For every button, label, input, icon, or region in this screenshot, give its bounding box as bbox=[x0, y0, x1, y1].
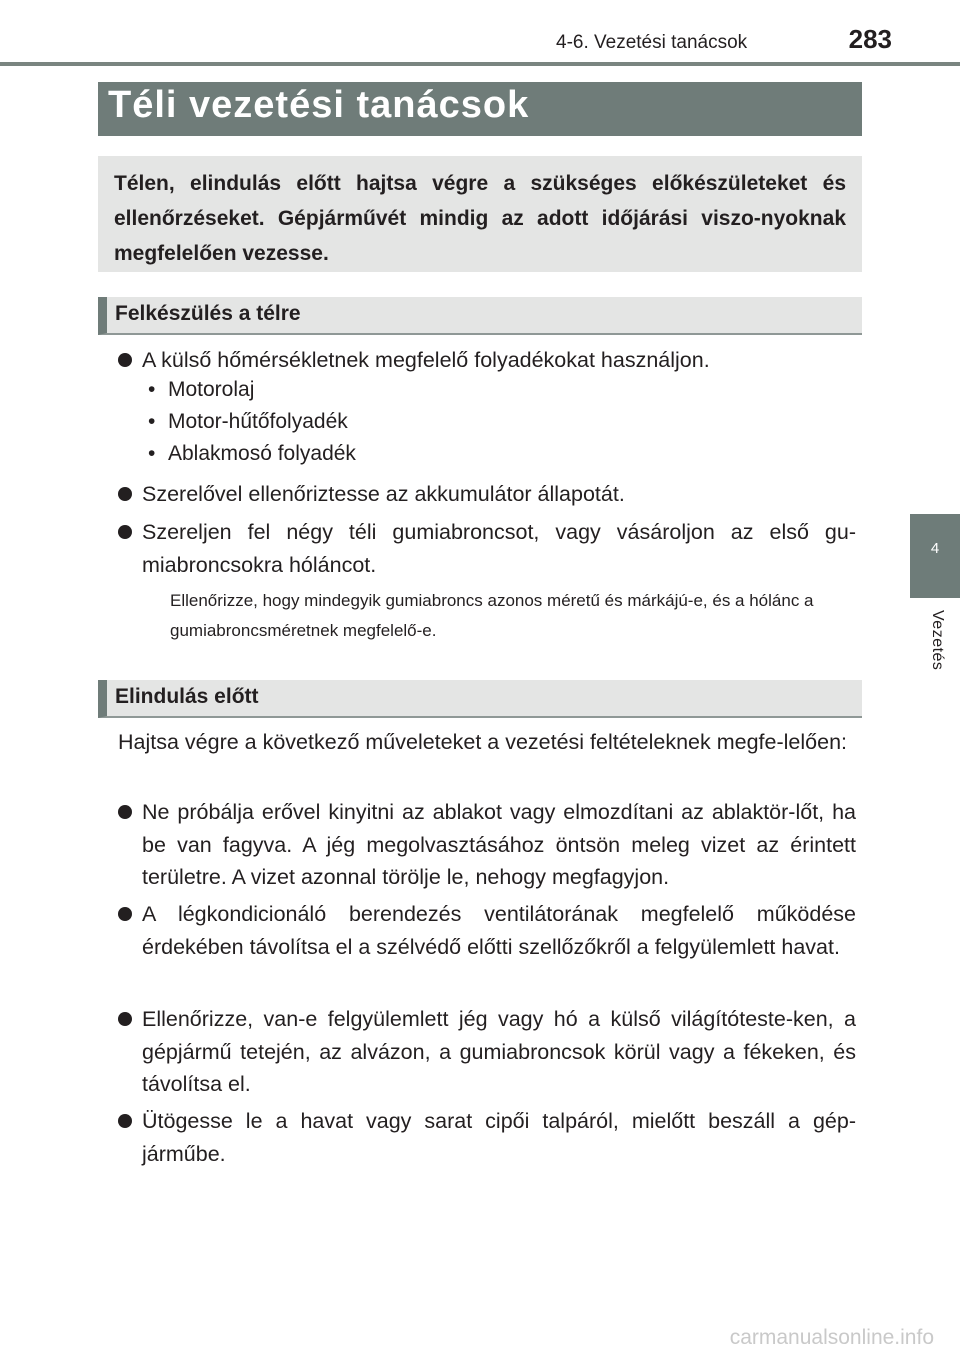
sub-list-item bbox=[148, 438, 356, 470]
list-item-text: Ütögesse le a havat vagy sarat cipői talpáról, mielőtt beszáll a gép-járműbe. bbox=[142, 1109, 856, 1166]
header-section-title: 4-6. Vezetési tanácsok bbox=[556, 32, 748, 53]
bullet-dot-icon bbox=[118, 907, 132, 921]
list-item-text: A légkondicionáló berendezés ventilátorának megfelelő működése érdekében távolítsa el a szélvédő előtti szellőzőkről a felgyülemlett havat. bbox=[142, 902, 856, 959]
section-heading-preparation: Felkészülés a télre bbox=[98, 297, 862, 335]
bullet-dot-icon bbox=[118, 525, 132, 539]
section-intro-text: Hajtsa végre a következő műveleteket a vezetési feltételeknek megfe-lelően: bbox=[118, 730, 848, 754]
sub-list-item-text: Motorolaj bbox=[168, 378, 255, 401]
page-number: 283 bbox=[848, 24, 892, 54]
list-item-text: Szerelővel ellenőriztesse az akkumulátor állapotát. bbox=[142, 482, 625, 506]
list-item bbox=[118, 516, 856, 581]
header-rule bbox=[0, 62, 960, 66]
list-item-text: A külső hőmérsékletnek megfelelő folyadékokat használjon. bbox=[142, 348, 710, 372]
sub-bullet-icon: • bbox=[148, 378, 156, 401]
bullet-dot-icon bbox=[118, 487, 132, 501]
bullet-dot-icon bbox=[118, 805, 132, 819]
list-item bbox=[118, 478, 856, 511]
bullet-dot-icon bbox=[118, 353, 132, 367]
sub-bullet-icon: • bbox=[148, 410, 156, 433]
chapter-tab-label: Vezetés bbox=[929, 610, 946, 671]
section-heading-before-start: Elindulás előtt bbox=[98, 680, 862, 718]
list-item bbox=[118, 898, 856, 963]
list-item bbox=[118, 344, 856, 377]
list-item-text: Szereljen fel négy téli gumiabroncsot, vagy vásároljon az első gu-miabroncsokra hóláncot. bbox=[142, 520, 856, 577]
list-item bbox=[118, 1003, 856, 1101]
list-item-text: Ellenőrizze, van-e felgyülemlett jég vagy hó a külső világítóteste-ken, a gépjármű tetején, az alvázon, a gumiabroncsok körül vagy a fékeken, és távolítsa el. bbox=[142, 1007, 856, 1096]
list-item bbox=[118, 796, 856, 894]
sub-list-item bbox=[148, 406, 348, 438]
sub-list-item-text: Motor-hűtőfolyadék bbox=[168, 410, 348, 433]
bullet-dot-icon bbox=[118, 1012, 132, 1026]
watermark: carmanualsonline.info bbox=[729, 1326, 934, 1349]
tire-note: Ellenőrizze, hogy mindegyik gumiabroncs azonos méretű és márkájú-e, és a hólánc a gumiabroncsméretnek megfelelő-e. bbox=[170, 591, 814, 640]
sub-list-item bbox=[148, 374, 254, 406]
sub-bullet-icon: • bbox=[148, 442, 156, 465]
sub-list-item-text: Ablakmosó folyadék bbox=[168, 442, 356, 465]
list-item bbox=[118, 1105, 856, 1170]
list-item-text: Ne próbálja erővel kinyitni az ablakot vagy elmozdítani az ablaktör-lőt, ha be van fagyva. A jég megolvasztásához öntsön meleg vizet az érintett területre. A vizet azonnal törölje le, nehogy megfagyjon. bbox=[142, 800, 856, 889]
intro-box: Télen, elindulás előtt hajtsa végre a szükséges előkészületeket és ellenőrzéseket. Gépjárművét mindig az adott időjárási viszo-nyoknak megfelelően vezesse. bbox=[98, 156, 862, 272]
page-title: Téli vezetési tanácsok bbox=[98, 82, 862, 136]
chapter-tab-number: 4 bbox=[930, 540, 940, 557]
bullet-dot-icon bbox=[118, 1114, 132, 1128]
